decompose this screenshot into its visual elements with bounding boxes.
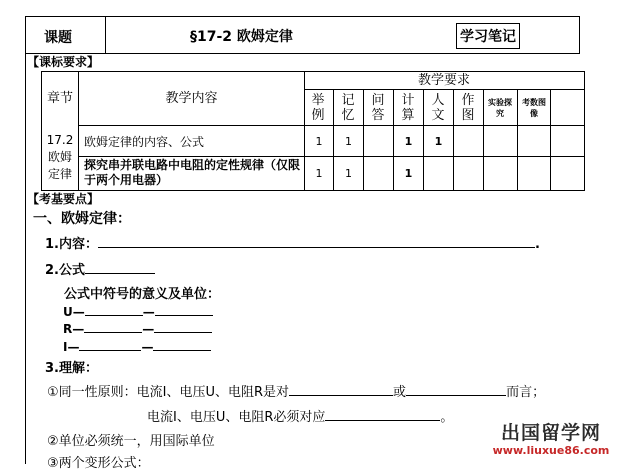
item-understanding: 3.理解： (45, 361, 98, 376)
watermark-cn: 出国留学网 (500, 422, 601, 444)
principle-line-1: ①同一性原则：电流I、电压U、电阻R是对 或 而言； (47, 385, 546, 400)
item-formula-label: 2.公式 (45, 263, 85, 278)
symbol-u: U— (63, 305, 85, 319)
row1-val: 1 (315, 134, 323, 148)
principle-line-4: ③两个变形公式： (47, 456, 150, 471)
formula-blank[interactable] (85, 261, 155, 274)
symbol-row-i: I— — (63, 338, 211, 354)
row2-val: 1 (404, 166, 413, 180)
content-blank[interactable] (98, 235, 535, 248)
header-label: 课题 (44, 30, 72, 46)
row2-val: 1 (315, 166, 323, 180)
col-content: 教学内容 (165, 91, 218, 106)
item-content-label: 1.内容： (45, 237, 98, 252)
subcol-memory: 记忆 (341, 93, 355, 123)
row2-val: 1 (345, 166, 352, 180)
subcol-calc: 计算 (401, 93, 415, 123)
item-formula (45, 259, 155, 278)
subcol-graphs: 考数图像 (522, 98, 546, 118)
chapter-cell: 17.2 欧姆定律 (46, 132, 74, 181)
section-requirements: 【课标要求】 (27, 55, 100, 69)
subcol-experiment: 实验探究 (488, 98, 512, 118)
row1-val: 1 (434, 134, 443, 148)
subcol-example: 举例 (311, 93, 325, 123)
watermark-logo (486, 422, 616, 464)
subcol-qa: 问答 (371, 93, 385, 123)
col-group: 教学要求 (417, 73, 470, 88)
subcol-humanity: 人文 (431, 93, 445, 123)
row1-val: 1 (404, 134, 413, 148)
subcol-drawing: 作图 (461, 93, 475, 123)
row2-content: 探究串并联电路中电阻的定性规律（仅限于两个用电器） (84, 158, 301, 187)
symbol-row-u: U— — (63, 303, 213, 319)
symbol-i: I— (63, 340, 80, 354)
heading-ohms-law: 一、欧姆定律： (33, 211, 131, 227)
col-chapter: 章节 (46, 91, 73, 106)
symbol-row-r: R— — (63, 320, 212, 336)
item-content: 1.内容： . (45, 237, 540, 252)
row1-val: 1 (345, 134, 352, 148)
principle-line-2: 电流I、电压U、电阻R必须对应 。 (147, 410, 454, 425)
principle-line-3: ②单位必须统一，用国际单位 (47, 434, 215, 449)
watermark-url: www.liuxue86.com (492, 444, 610, 457)
row1-content: 欧姆定律的内容、公式 (84, 135, 205, 149)
page-title: §17-2 欧姆定律 (190, 29, 293, 45)
section-points: 【考基要点】 (27, 192, 100, 206)
symbols-title: 公式中符号的意义及单位： (64, 287, 221, 302)
symbol-r: R— (63, 322, 85, 336)
notes-badge: 学习笔记 (456, 23, 520, 49)
